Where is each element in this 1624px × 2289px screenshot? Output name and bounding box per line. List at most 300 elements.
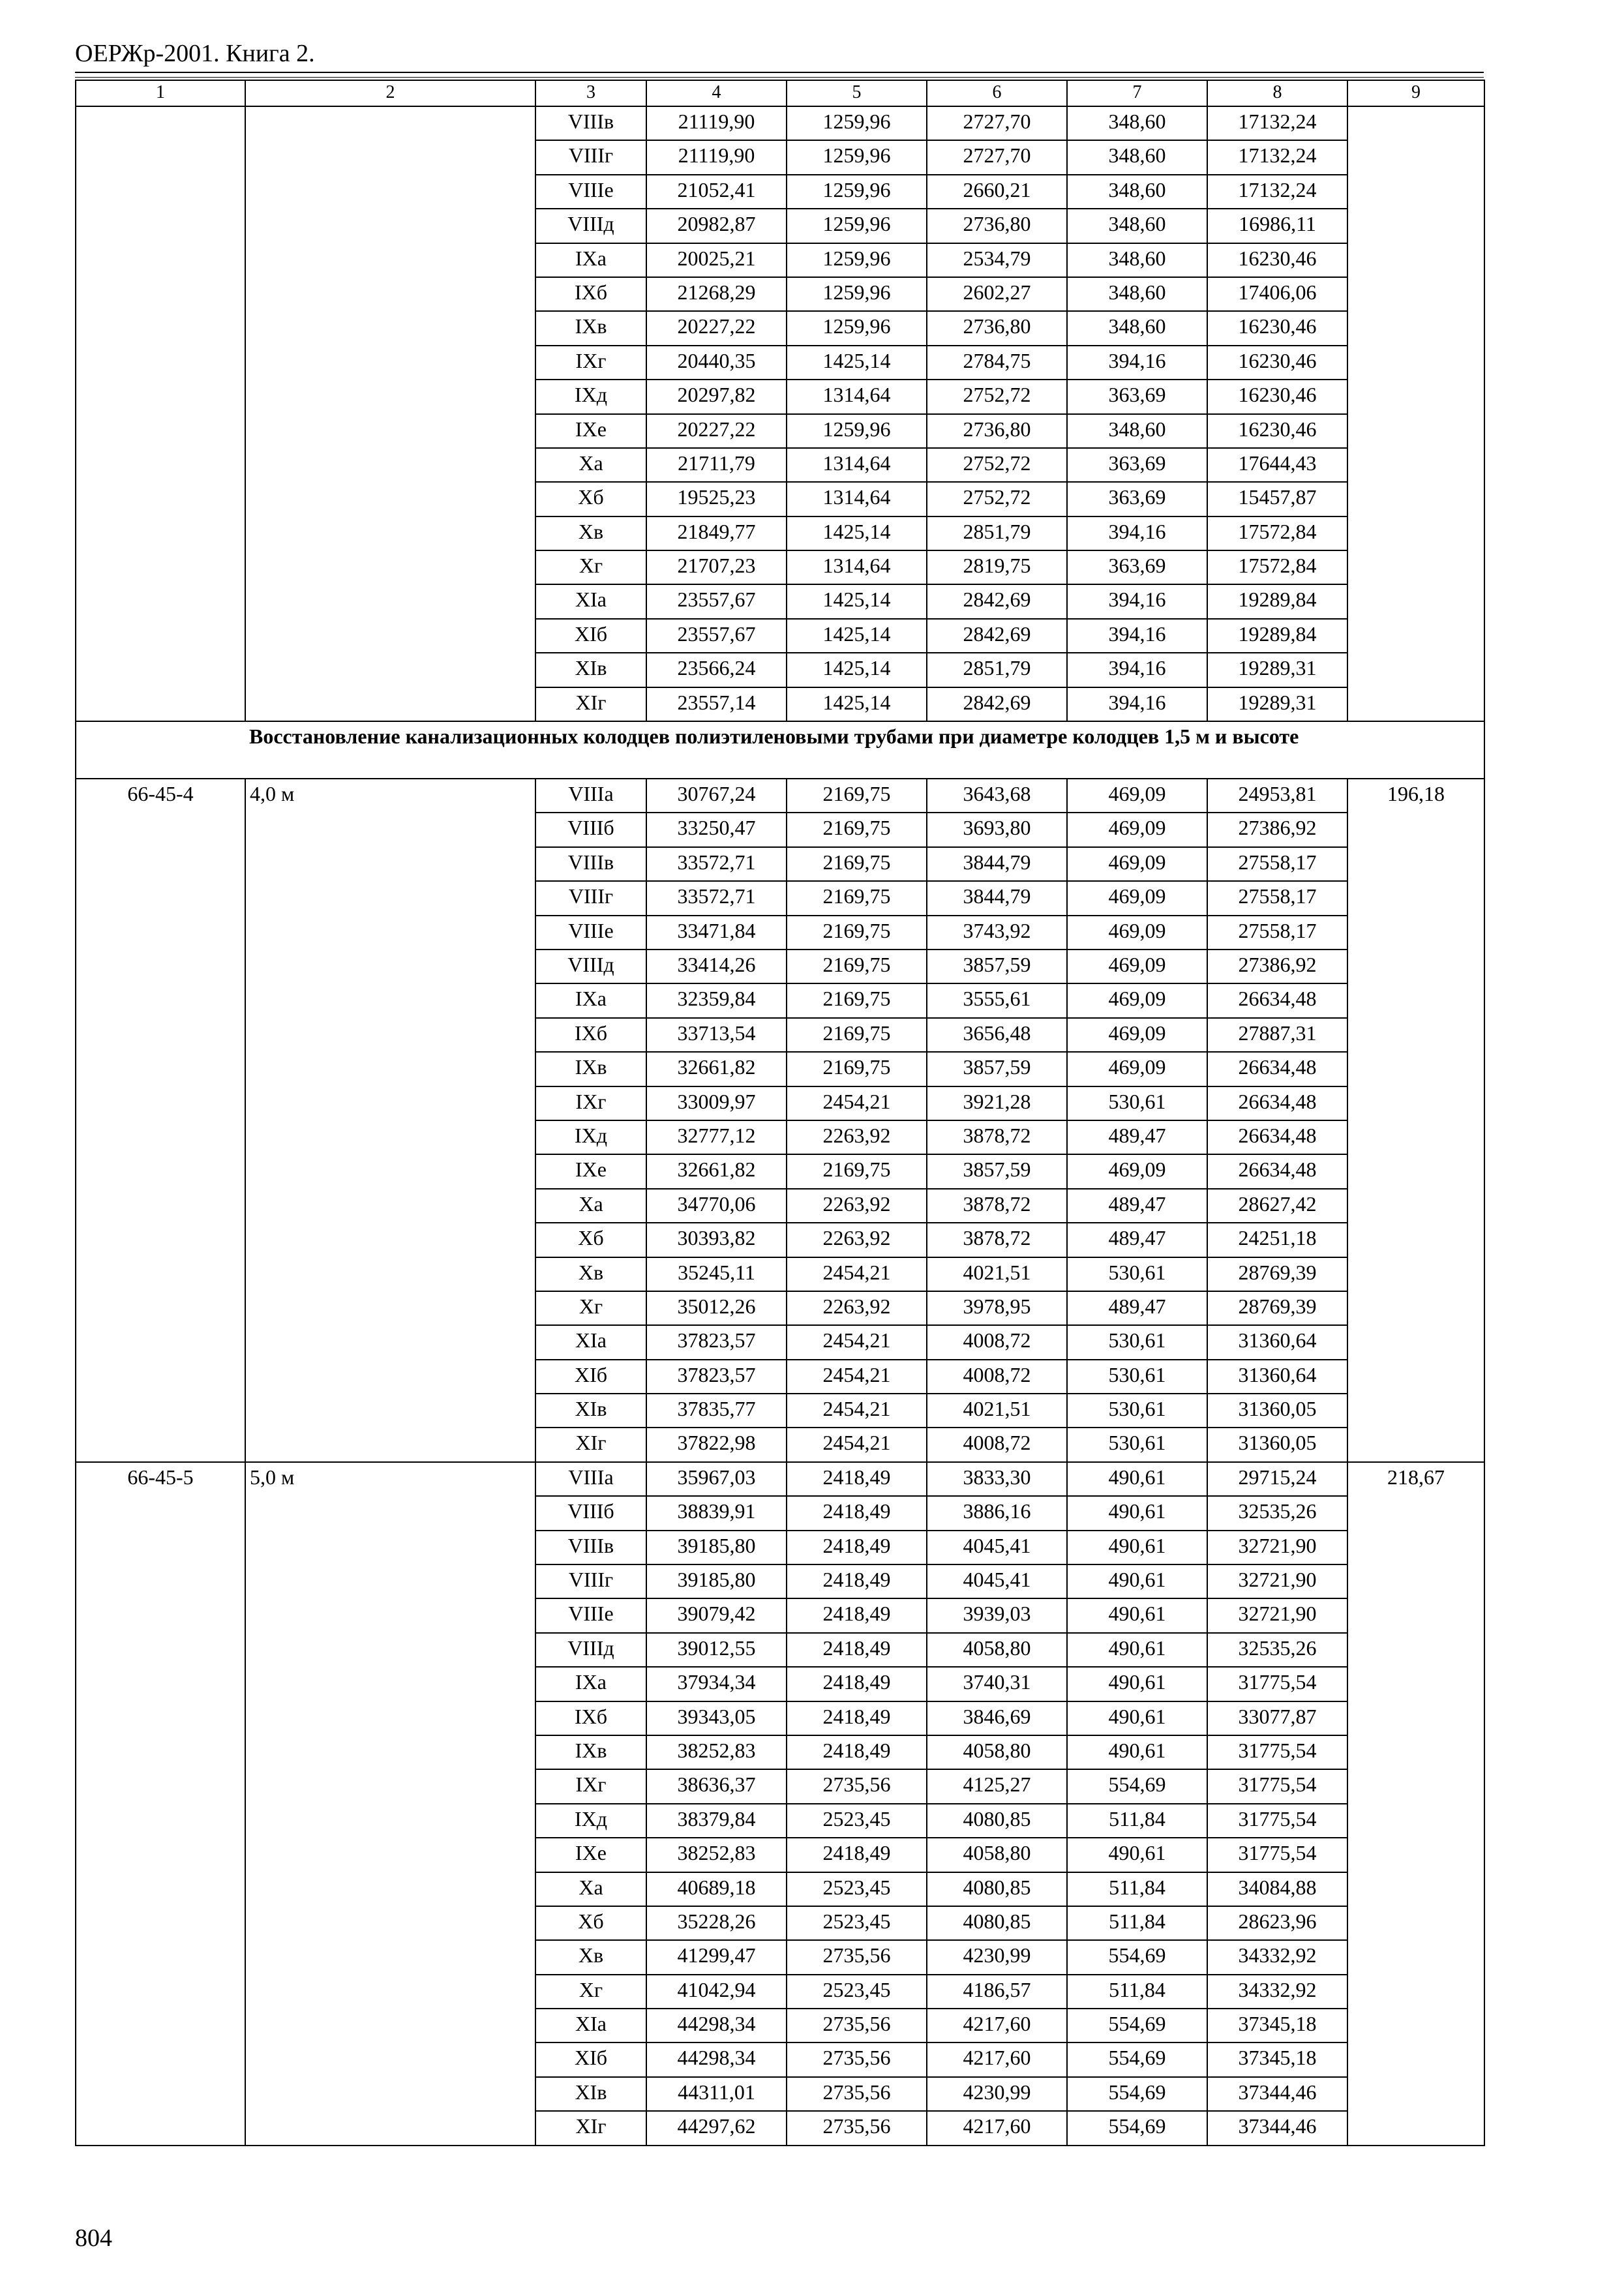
value-cell-4: 38636,37: [646, 1769, 787, 1803]
value-cell-5: 1425,14: [787, 687, 927, 721]
value-cell-6: 2784,75: [927, 346, 1067, 380]
value-cell-5: 1425,14: [787, 584, 927, 618]
value-cell-4: 20227,22: [646, 414, 787, 448]
region-cell: Xб: [535, 1223, 646, 1257]
value-cell-6: 2736,80: [927, 209, 1067, 243]
value-cell-4: 20440,35: [646, 346, 787, 380]
value-cell-8: 34332,92: [1207, 1975, 1347, 2009]
section-title-row: [76, 721, 1484, 779]
value-cell-8: 17132,24: [1207, 106, 1347, 140]
value-cell-5: 2523,45: [787, 1906, 927, 1940]
value-cell-4: 33572,71: [646, 881, 787, 915]
value-cell-4: 20982,87: [646, 209, 787, 243]
region-cell: IXа: [535, 1667, 646, 1701]
value-cell-6: 3857,59: [927, 1154, 1067, 1188]
value-cell-8: 34084,88: [1207, 1872, 1347, 1906]
value-cell-8: 19289,84: [1207, 584, 1347, 618]
region-cell: XIа: [535, 584, 646, 618]
value-cell-8: 19289,31: [1207, 653, 1347, 687]
region-cell: XIа: [535, 2009, 646, 2042]
value-cell-8: 27386,92: [1207, 813, 1347, 846]
value-cell-6: 3857,59: [927, 950, 1067, 983]
value-cell-6: 4045,41: [927, 1564, 1067, 1598]
region-cell: IXд: [535, 1120, 646, 1154]
region-cell: Xв: [535, 516, 646, 550]
value-cell-8: 26634,48: [1207, 1154, 1347, 1188]
region-cell: VIIIе: [535, 175, 646, 209]
value-cell-4: 39185,80: [646, 1531, 787, 1564]
region-cell: VIIIе: [535, 1598, 646, 1632]
value-cell-6: 4021,51: [927, 1257, 1067, 1291]
value-cell-7: 490,61: [1067, 1633, 1207, 1667]
value-cell-5: 1259,96: [787, 106, 927, 140]
value-cell-4: 37822,98: [646, 1428, 787, 1461]
value-cell-6: 3978,95: [927, 1291, 1067, 1325]
region-cell: IXа: [535, 983, 646, 1017]
column-number: 3: [535, 80, 646, 106]
value-cell-7: 511,84: [1067, 1804, 1207, 1838]
value-cell-8: 29715,24: [1207, 1462, 1347, 1496]
value-cell-7: 530,61: [1067, 1086, 1207, 1120]
table-row: [76, 779, 1484, 813]
region-cell: IXб: [535, 1701, 646, 1735]
value-cell-7: 530,61: [1067, 1360, 1207, 1394]
height-cell-empty: [245, 106, 535, 721]
region-cell: XIб: [535, 1360, 646, 1394]
value-cell-5: 1314,64: [787, 448, 927, 482]
value-cell-7: 469,09: [1067, 779, 1207, 813]
value-cell-4: 39185,80: [646, 1564, 787, 1598]
value-cell-4: 23557,67: [646, 619, 787, 653]
value-cell-7: 490,61: [1067, 1462, 1207, 1496]
section-title: Восстановление канализационных колодцев полиэтиленовыми трубами при диаметре колодцев 1,5 м и высоте: [245, 721, 1484, 779]
value-cell-7: 530,61: [1067, 1257, 1207, 1291]
region-cell: IXд: [535, 380, 646, 413]
value-cell-4: 38379,84: [646, 1804, 787, 1838]
region-cell: VIIIг: [535, 140, 646, 174]
value-cell-8: 37344,46: [1207, 2077, 1347, 2111]
value-cell-8: 17572,84: [1207, 550, 1347, 584]
value-cell-6: 4080,85: [927, 1804, 1067, 1838]
column-number: 5: [787, 80, 927, 106]
value-cell-4: 41042,94: [646, 1975, 787, 2009]
region-cell: XIб: [535, 619, 646, 653]
header-rule-thin: [75, 77, 1484, 78]
value-cell-4: 37823,57: [646, 1325, 787, 1359]
region-cell: XIг: [535, 1428, 646, 1461]
value-cell-7: 348,60: [1067, 140, 1207, 174]
region-cell: XIв: [535, 1394, 646, 1428]
value-cell-7: 348,60: [1067, 175, 1207, 209]
region-cell: IXб: [535, 277, 646, 311]
value-cell-4: 44298,34: [646, 2009, 787, 2042]
value-cell-8: 26634,48: [1207, 1052, 1347, 1086]
value-cell-7: 511,84: [1067, 1906, 1207, 1940]
value-cell-7: 554,69: [1067, 1769, 1207, 1803]
value-cell-8: 24953,81: [1207, 779, 1347, 813]
value-cell-6: 4125,27: [927, 1769, 1067, 1803]
value-cell-8: 31775,54: [1207, 1735, 1347, 1769]
value-cell-6: 4021,51: [927, 1394, 1067, 1428]
region-cell: VIIIв: [535, 847, 646, 881]
region-cell: IXа: [535, 243, 646, 277]
value-cell-6: 2736,80: [927, 414, 1067, 448]
value-cell-5: 2454,21: [787, 1360, 927, 1394]
value-cell-6: 4008,72: [927, 1360, 1067, 1394]
value-cell-8: 27558,17: [1207, 916, 1347, 950]
value-cell-6: 3844,79: [927, 881, 1067, 915]
value-cell-4: 33250,47: [646, 813, 787, 846]
col9-cell-empty: [1347, 106, 1484, 721]
value-cell-7: 511,84: [1067, 1872, 1207, 1906]
value-cell-8: 26634,48: [1207, 1120, 1347, 1154]
region-cell: VIIIг: [535, 881, 646, 915]
value-cell-8: 32721,90: [1207, 1531, 1347, 1564]
value-cell-4: 38252,83: [646, 1838, 787, 1872]
region-cell: VIIIа: [535, 1462, 646, 1496]
value-cell-5: 2169,75: [787, 1154, 927, 1188]
col9-cell: 196,18: [1347, 779, 1484, 1462]
value-cell-7: 490,61: [1067, 1564, 1207, 1598]
value-cell-5: 2523,45: [787, 1975, 927, 2009]
value-cell-8: 19289,84: [1207, 619, 1347, 653]
region-cell: IXв: [535, 1735, 646, 1769]
value-cell-5: 2263,92: [787, 1223, 927, 1257]
value-cell-4: 21849,77: [646, 516, 787, 550]
value-cell-6: 3878,72: [927, 1120, 1067, 1154]
value-cell-4: 20297,82: [646, 380, 787, 413]
region-cell: Xг: [535, 1975, 646, 2009]
value-cell-6: 3939,03: [927, 1598, 1067, 1632]
value-cell-4: 33471,84: [646, 916, 787, 950]
value-cell-5: 2169,75: [787, 916, 927, 950]
value-cell-5: 2169,75: [787, 1052, 927, 1086]
code-cell: 66-45-4: [76, 779, 245, 1462]
value-cell-6: 2851,79: [927, 653, 1067, 687]
value-cell-6: 2727,70: [927, 140, 1067, 174]
value-cell-4: 35012,26: [646, 1291, 787, 1325]
value-cell-5: 1259,96: [787, 140, 927, 174]
value-cell-6: 2736,80: [927, 311, 1067, 345]
value-cell-4: 32661,82: [646, 1154, 787, 1188]
value-cell-4: 21268,29: [646, 277, 787, 311]
value-cell-8: 28769,39: [1207, 1257, 1347, 1291]
value-cell-5: 1259,96: [787, 311, 927, 345]
value-cell-8: 37345,18: [1207, 2042, 1347, 2076]
value-cell-6: 4008,72: [927, 1428, 1067, 1461]
value-cell-6: 2842,69: [927, 584, 1067, 618]
value-cell-4: 37934,34: [646, 1667, 787, 1701]
value-cell-6: 3643,68: [927, 779, 1067, 813]
value-cell-5: 2418,49: [787, 1496, 927, 1530]
value-cell-6: 2842,69: [927, 619, 1067, 653]
col9-cell: 218,67: [1347, 1462, 1484, 2146]
region-cell: IXе: [535, 414, 646, 448]
value-cell-4: 23566,24: [646, 653, 787, 687]
value-cell-5: 2735,56: [787, 1940, 927, 1974]
region-cell: VIIIг: [535, 1564, 646, 1598]
value-cell-5: 2169,75: [787, 779, 927, 813]
value-cell-4: 21707,23: [646, 550, 787, 584]
region-cell: IXг: [535, 1086, 646, 1120]
region-cell: VIIIб: [535, 813, 646, 846]
value-cell-4: 30393,82: [646, 1223, 787, 1257]
value-cell-4: 21119,90: [646, 140, 787, 174]
table-row: [76, 106, 1484, 140]
region-cell: Xг: [535, 550, 646, 584]
region-cell: VIIIв: [535, 106, 646, 140]
value-cell-4: 19525,23: [646, 482, 787, 516]
value-cell-7: 554,69: [1067, 2042, 1207, 2076]
value-cell-6: 4008,72: [927, 1325, 1067, 1359]
region-cell: IXг: [535, 1769, 646, 1803]
value-cell-8: 31775,54: [1207, 1667, 1347, 1701]
region-cell: IXв: [535, 311, 646, 345]
region-cell: VIIIд: [535, 1633, 646, 1667]
value-cell-6: 2752,72: [927, 448, 1067, 482]
value-cell-5: 2418,49: [787, 1598, 927, 1632]
value-cell-4: 23557,14: [646, 687, 787, 721]
value-cell-5: 1314,64: [787, 482, 927, 516]
region-cell: VIIIб: [535, 1496, 646, 1530]
value-cell-8: 27558,17: [1207, 847, 1347, 881]
value-cell-8: 31360,64: [1207, 1325, 1347, 1359]
value-cell-5: 2263,92: [787, 1120, 927, 1154]
column-number-row: [76, 80, 1484, 106]
value-cell-7: 469,09: [1067, 983, 1207, 1017]
value-cell-7: 489,47: [1067, 1223, 1207, 1257]
value-cell-4: 21711,79: [646, 448, 787, 482]
value-cell-4: 35228,26: [646, 1906, 787, 1940]
region-cell: Xв: [535, 1257, 646, 1291]
value-cell-8: 37345,18: [1207, 2009, 1347, 2042]
value-cell-8: 31775,54: [1207, 1769, 1347, 1803]
value-cell-6: 4217,60: [927, 2111, 1067, 2145]
value-cell-5: 2735,56: [787, 2009, 927, 2042]
height-cell: 5,0 м: [245, 1462, 535, 2146]
value-cell-6: 2727,70: [927, 106, 1067, 140]
region-cell: Xв: [535, 1940, 646, 1974]
region-cell: VIIIд: [535, 950, 646, 983]
value-cell-4: 32661,82: [646, 1052, 787, 1086]
value-cell-6: 2752,72: [927, 482, 1067, 516]
value-cell-4: 32777,12: [646, 1120, 787, 1154]
value-cell-5: 2169,75: [787, 983, 927, 1017]
value-cell-5: 2454,21: [787, 1394, 927, 1428]
column-number: 7: [1067, 80, 1207, 106]
value-cell-4: 35245,11: [646, 1257, 787, 1291]
region-cell: Xа: [535, 448, 646, 482]
value-cell-5: 2523,45: [787, 1804, 927, 1838]
value-cell-6: 4080,85: [927, 1906, 1067, 1940]
value-cell-6: 2602,27: [927, 277, 1067, 311]
region-cell: Xб: [535, 1906, 646, 1940]
value-cell-8: 19289,31: [1207, 687, 1347, 721]
value-cell-4: 44297,62: [646, 2111, 787, 2145]
value-cell-7: 394,16: [1067, 619, 1207, 653]
value-cell-4: 40689,18: [646, 1872, 787, 1906]
value-cell-7: 363,69: [1067, 448, 1207, 482]
value-cell-5: 2418,49: [787, 1735, 927, 1769]
value-cell-5: 1259,96: [787, 209, 927, 243]
region-cell: IXб: [535, 1018, 646, 1052]
value-cell-5: 1259,96: [787, 243, 927, 277]
value-cell-6: 2534,79: [927, 243, 1067, 277]
column-number: 2: [245, 80, 535, 106]
value-cell-6: 3743,92: [927, 916, 1067, 950]
value-cell-7: 530,61: [1067, 1394, 1207, 1428]
value-cell-6: 4058,80: [927, 1735, 1067, 1769]
region-cell: XIв: [535, 653, 646, 687]
value-cell-7: 490,61: [1067, 1701, 1207, 1735]
value-cell-8: 32721,90: [1207, 1598, 1347, 1632]
value-cell-5: 1259,96: [787, 414, 927, 448]
value-cell-8: 24251,18: [1207, 1223, 1347, 1257]
region-cell: XIв: [535, 2077, 646, 2111]
section-spacer: [76, 721, 245, 779]
value-cell-8: 27887,31: [1207, 1018, 1347, 1052]
value-cell-4: 30767,24: [646, 779, 787, 813]
value-cell-5: 2169,75: [787, 1018, 927, 1052]
region-cell: XIг: [535, 2111, 646, 2145]
value-cell-8: 31775,54: [1207, 1804, 1347, 1838]
region-cell: Xг: [535, 1291, 646, 1325]
region-cell: VIIIе: [535, 916, 646, 950]
value-cell-7: 489,47: [1067, 1291, 1207, 1325]
value-cell-5: 1425,14: [787, 619, 927, 653]
value-cell-4: 37835,77: [646, 1394, 787, 1428]
value-cell-8: 16230,46: [1207, 414, 1347, 448]
region-cell: IXе: [535, 1154, 646, 1188]
value-cell-5: 1425,14: [787, 516, 927, 550]
value-cell-7: 554,69: [1067, 1940, 1207, 1974]
value-cell-5: 2523,45: [787, 1872, 927, 1906]
value-cell-7: 469,09: [1067, 950, 1207, 983]
column-number: 1: [76, 80, 245, 106]
value-cell-7: 490,61: [1067, 1667, 1207, 1701]
value-cell-6: 3886,16: [927, 1496, 1067, 1530]
value-cell-6: 4058,80: [927, 1838, 1067, 1872]
value-cell-7: 363,69: [1067, 380, 1207, 413]
value-cell-5: 2418,49: [787, 1531, 927, 1564]
value-cell-7: 490,61: [1067, 1838, 1207, 1872]
value-cell-7: 348,60: [1067, 414, 1207, 448]
value-cell-5: 1259,96: [787, 277, 927, 311]
value-cell-4: 44298,34: [646, 2042, 787, 2076]
value-cell-5: 2735,56: [787, 2077, 927, 2111]
value-cell-4: 37823,57: [646, 1360, 787, 1394]
value-cell-7: 394,16: [1067, 687, 1207, 721]
value-cell-5: 2418,49: [787, 1838, 927, 1872]
document-header: ОЕРЖр-2001. Книга 2.: [75, 40, 315, 67]
value-cell-8: 34332,92: [1207, 1940, 1347, 1974]
value-cell-4: 20227,22: [646, 311, 787, 345]
value-cell-4: 33009,97: [646, 1086, 787, 1120]
value-cell-4: 33713,54: [646, 1018, 787, 1052]
value-cell-7: 530,61: [1067, 1428, 1207, 1461]
value-cell-8: 26634,48: [1207, 1086, 1347, 1120]
region-cell: Xа: [535, 1189, 646, 1223]
region-cell: IXе: [535, 1838, 646, 1872]
value-cell-4: 44311,01: [646, 2077, 787, 2111]
value-cell-6: 2660,21: [927, 175, 1067, 209]
value-cell-8: 32721,90: [1207, 1564, 1347, 1598]
region-cell: XIг: [535, 687, 646, 721]
value-cell-5: 1425,14: [787, 653, 927, 687]
value-cell-8: 28623,96: [1207, 1906, 1347, 1940]
value-cell-5: 2169,75: [787, 847, 927, 881]
value-cell-6: 4080,85: [927, 1872, 1067, 1906]
value-cell-4: 38839,91: [646, 1496, 787, 1530]
value-cell-7: 394,16: [1067, 346, 1207, 380]
value-cell-6: 2752,72: [927, 380, 1067, 413]
region-cell: IXв: [535, 1052, 646, 1086]
value-cell-7: 348,60: [1067, 277, 1207, 311]
region-cell: XIа: [535, 1325, 646, 1359]
value-cell-4: 34770,06: [646, 1189, 787, 1223]
value-cell-4: 21052,41: [646, 175, 787, 209]
price-table: [75, 80, 1485, 2146]
header-rule: [75, 72, 1484, 73]
value-cell-5: 2169,75: [787, 950, 927, 983]
value-cell-5: 2169,75: [787, 813, 927, 846]
value-cell-8: 32535,26: [1207, 1496, 1347, 1530]
value-cell-7: 490,61: [1067, 1735, 1207, 1769]
value-cell-7: 348,60: [1067, 243, 1207, 277]
value-cell-7: 530,61: [1067, 1325, 1207, 1359]
value-cell-5: 1314,64: [787, 550, 927, 584]
table-row: [76, 1462, 1484, 1496]
value-cell-7: 394,16: [1067, 584, 1207, 618]
value-cell-4: 32359,84: [646, 983, 787, 1017]
region-cell: XIб: [535, 2042, 646, 2076]
value-cell-5: 2735,56: [787, 2111, 927, 2145]
value-cell-7: 554,69: [1067, 2009, 1207, 2042]
value-cell-6: 4045,41: [927, 1531, 1067, 1564]
value-cell-7: 554,69: [1067, 2077, 1207, 2111]
value-cell-6: 3833,30: [927, 1462, 1067, 1496]
value-cell-4: 20025,21: [646, 243, 787, 277]
value-cell-6: 3656,48: [927, 1018, 1067, 1052]
region-cell: Xб: [535, 482, 646, 516]
value-cell-7: 469,09: [1067, 916, 1207, 950]
value-cell-4: 38252,83: [646, 1735, 787, 1769]
value-cell-8: 28769,39: [1207, 1291, 1347, 1325]
value-cell-4: 21119,90: [646, 106, 787, 140]
value-cell-5: 2418,49: [787, 1701, 927, 1735]
page-number: 804: [75, 2224, 112, 2252]
value-cell-8: 37344,46: [1207, 2111, 1347, 2145]
value-cell-7: 554,69: [1067, 2111, 1207, 2145]
value-cell-4: 39079,42: [646, 1598, 787, 1632]
value-cell-7: 348,60: [1067, 209, 1207, 243]
value-cell-8: 31360,64: [1207, 1360, 1347, 1394]
value-cell-4: 39012,55: [646, 1633, 787, 1667]
value-cell-7: 489,47: [1067, 1120, 1207, 1154]
value-cell-4: 41299,47: [646, 1940, 787, 1974]
value-cell-4: 35967,03: [646, 1462, 787, 1496]
value-cell-8: 31360,05: [1207, 1394, 1347, 1428]
value-cell-7: 394,16: [1067, 653, 1207, 687]
value-cell-7: 394,16: [1067, 516, 1207, 550]
value-cell-5: 1314,64: [787, 380, 927, 413]
value-cell-8: 32535,26: [1207, 1633, 1347, 1667]
column-number: 4: [646, 80, 787, 106]
value-cell-6: 3740,31: [927, 1667, 1067, 1701]
region-cell: VIIIв: [535, 1531, 646, 1564]
value-cell-6: 4217,60: [927, 2042, 1067, 2076]
value-cell-8: 17132,24: [1207, 140, 1347, 174]
